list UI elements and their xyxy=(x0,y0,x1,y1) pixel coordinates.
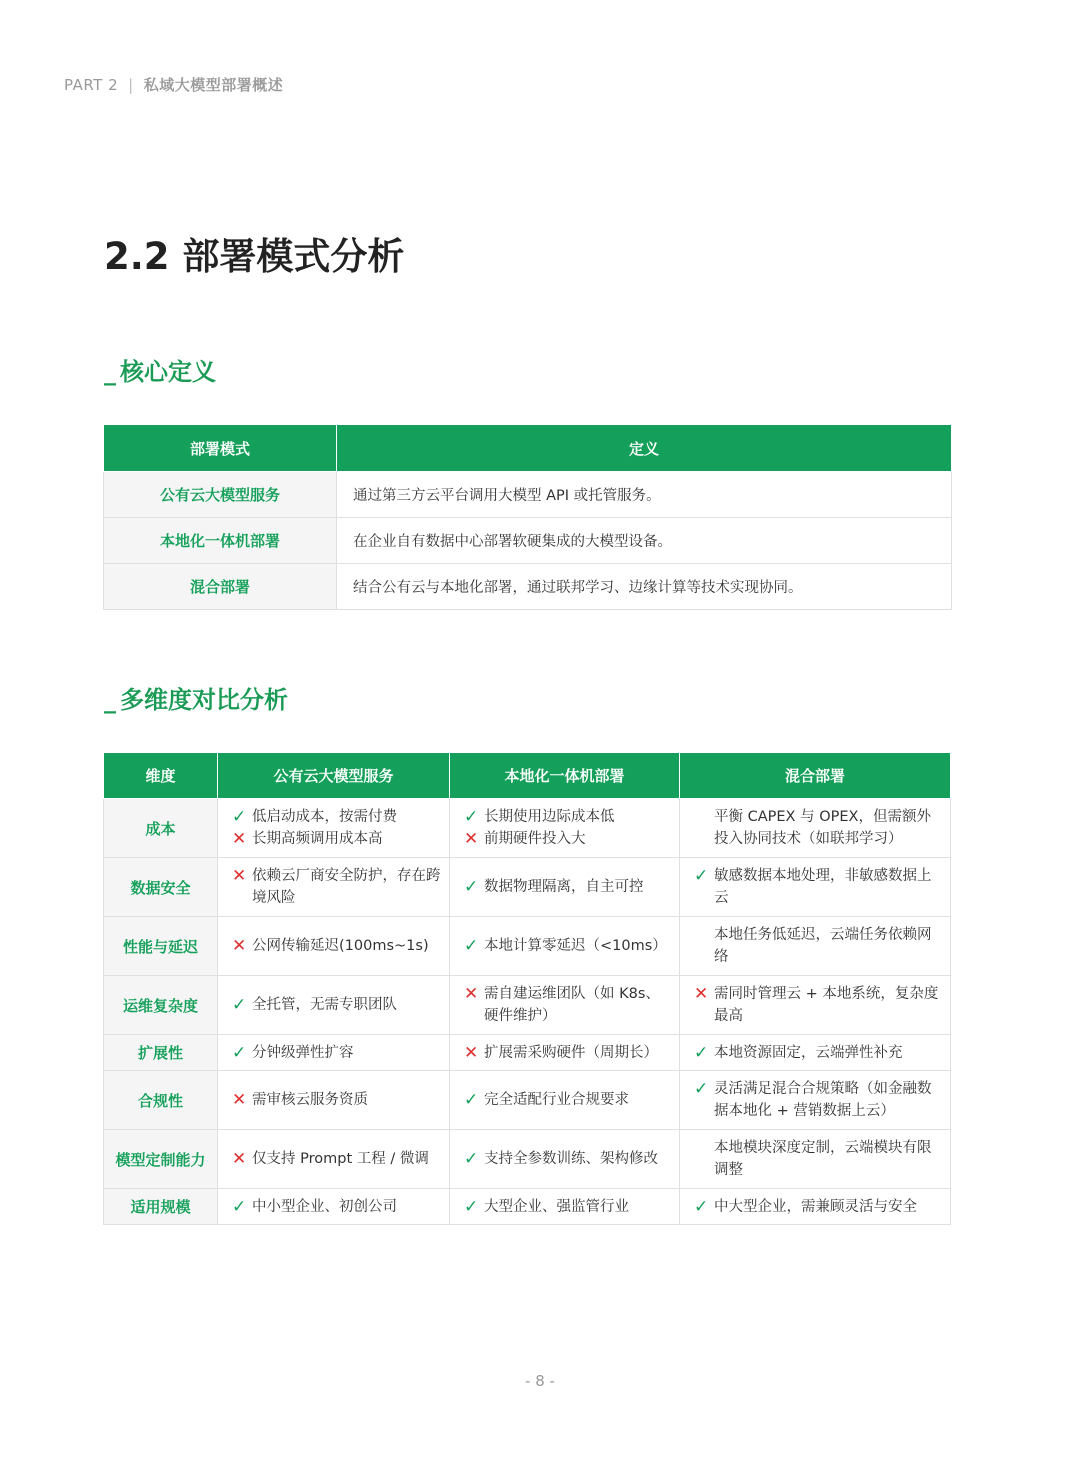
column-header: 部署模式 xyxy=(104,425,337,472)
comparison-cell xyxy=(680,858,951,917)
dimension-cell: 成本 xyxy=(104,799,218,858)
cell-line xyxy=(694,1196,942,1218)
cell-text: 本地计算零延迟（<10ms） xyxy=(484,938,667,954)
cell-line xyxy=(232,1089,441,1111)
dimension-cell: 适用规模 xyxy=(104,1189,218,1225)
cell-line xyxy=(464,1148,671,1170)
definition-cell: 在企业自有数据中心部署软硬集成的大模型设备。 xyxy=(337,518,952,564)
cell-text: 本地任务低延迟，云端任务依赖网络 xyxy=(714,927,932,965)
comparison-cell xyxy=(680,976,951,1035)
page-title: 2.2 部署模式分析 xyxy=(104,235,405,278)
comparison-cell xyxy=(680,1071,951,1130)
cross-icon: ✕ xyxy=(232,1149,247,1169)
cell-text: 中大型企业，需兼顾灵活与安全 xyxy=(714,1198,917,1215)
definitions-table xyxy=(103,424,952,610)
comparison-cell xyxy=(218,858,450,917)
comparison-cell xyxy=(218,976,450,1035)
cell-line xyxy=(694,924,942,968)
comparison-cell xyxy=(218,1189,450,1225)
cell-text: 低启动成本，按需付费 xyxy=(252,809,397,825)
page-number: - 8 - xyxy=(525,1372,555,1390)
check-icon: ✓ xyxy=(464,877,479,897)
column-header: 本地化一体机部署 xyxy=(450,753,680,799)
cell-line xyxy=(232,828,441,850)
comparison-cell xyxy=(450,1130,680,1189)
cell-line xyxy=(464,983,671,1027)
cell-line xyxy=(232,1196,441,1218)
cell-line xyxy=(464,828,671,850)
cell-text: 长期使用边际成本低 xyxy=(484,809,615,825)
cell-text: 平衡 CAPEX 与 OPEX，但需额外投入协同技术（如联邦学习） xyxy=(714,809,931,847)
cell-line xyxy=(464,1042,671,1064)
comparison-cell xyxy=(218,1035,450,1071)
comparison-cell xyxy=(450,858,680,917)
comparison-cell xyxy=(218,917,450,976)
comparison-cell xyxy=(680,1035,951,1071)
check-icon: ✓ xyxy=(694,1079,709,1099)
mode-cell: 本地化一体机部署 xyxy=(104,518,337,564)
cross-icon: ✕ xyxy=(464,1042,479,1063)
check-icon: ✓ xyxy=(464,807,479,827)
comparison-cell xyxy=(450,799,680,858)
table-row xyxy=(104,472,952,518)
cell-text: 前期硬件投入大 xyxy=(484,831,586,847)
dimension-cell: 运维复杂度 xyxy=(104,976,218,1035)
comparison-table xyxy=(103,752,951,1225)
cell-text: 全托管，无需专职团队 xyxy=(252,997,397,1013)
check-icon: ✓ xyxy=(464,1196,479,1217)
cell-text: 仅支持 Prompt 工程 / 微调 xyxy=(252,1151,429,1167)
dimension-cell: 性能与延迟 xyxy=(104,917,218,976)
cell-text: 数据物理隔离，自主可控 xyxy=(484,879,644,895)
cell-line xyxy=(464,935,671,957)
cell-line xyxy=(232,806,441,828)
table-row xyxy=(104,1035,951,1071)
cell-line xyxy=(694,983,942,1027)
header-separator: | xyxy=(128,75,134,94)
definition-cell: 通过第三方云平台调用大模型 API 或托管服务。 xyxy=(337,472,952,518)
comparison-cell xyxy=(680,799,951,858)
comparison-cell xyxy=(218,1130,450,1189)
cell-line xyxy=(464,1089,671,1111)
cell-text: 分钟级弹性扩容 xyxy=(252,1044,354,1061)
table-row xyxy=(104,917,951,976)
table-row xyxy=(104,1071,951,1130)
check-icon: ✓ xyxy=(232,807,247,827)
cell-text: 中小型企业、初创公司 xyxy=(252,1198,397,1215)
cell-line xyxy=(694,1078,942,1122)
page-header xyxy=(64,74,283,95)
header-subtitle: 私域大模型部署概述 xyxy=(143,76,284,94)
table-row xyxy=(104,976,951,1035)
cross-icon: ✕ xyxy=(232,866,247,886)
table-row xyxy=(104,1130,951,1189)
check-icon: ✓ xyxy=(464,1090,479,1110)
cell-line xyxy=(232,935,441,957)
cell-line xyxy=(464,806,671,828)
column-header: 定义 xyxy=(337,425,952,472)
table-row xyxy=(104,518,952,564)
check-icon: ✓ xyxy=(464,936,479,956)
check-icon: ✓ xyxy=(694,1196,709,1217)
table-row xyxy=(104,564,952,610)
cross-icon: ✕ xyxy=(232,829,247,849)
comparison-cell xyxy=(450,1035,680,1071)
cell-line xyxy=(232,1042,441,1064)
cell-line xyxy=(232,1148,441,1170)
mode-cell: 公有云大模型服务 xyxy=(104,472,337,518)
table-row xyxy=(104,858,951,917)
table-row xyxy=(104,1189,951,1225)
cross-icon: ✕ xyxy=(232,1090,247,1110)
section-title-definitions: _ 核心定义 xyxy=(104,358,216,386)
cell-line xyxy=(464,876,671,898)
cell-line xyxy=(232,865,441,909)
section-title-comparison: _ 多维度对比分析 xyxy=(104,686,288,714)
cross-icon: ✕ xyxy=(232,936,247,956)
cell-text: 公网传输延迟(100ms~1s) xyxy=(252,938,429,954)
cell-line xyxy=(464,1196,671,1218)
cell-text: 需同时管理云 + 本地系统，复杂度最高 xyxy=(714,986,939,1024)
cell-text: 本地模块深度定制，云端模块有限调整 xyxy=(714,1140,932,1178)
cross-icon: ✕ xyxy=(464,829,479,849)
check-icon: ✓ xyxy=(232,1042,247,1063)
cell-text: 依赖云厂商安全防护，存在跨境风险 xyxy=(252,868,441,906)
section1-title-text: 核心定义 xyxy=(120,358,216,386)
cell-text: 敏感数据本地处理，非敏感数据上云 xyxy=(714,868,932,906)
dimension-cell: 数据安全 xyxy=(104,858,218,917)
cell-text: 支持全参数训练、架构修改 xyxy=(484,1151,658,1167)
comparison-cell xyxy=(680,917,951,976)
cell-line xyxy=(694,865,942,909)
table-row xyxy=(104,799,951,858)
column-header: 公有云大模型服务 xyxy=(218,753,450,799)
comparison-cell xyxy=(450,976,680,1035)
cell-text: 需自建运维团队（如 K8s、硬件维护） xyxy=(484,986,660,1024)
cell-line xyxy=(232,994,441,1016)
cell-text: 长期高频调用成本高 xyxy=(252,831,383,847)
check-icon: ✓ xyxy=(232,1196,247,1217)
cell-text: 本地资源固定，云端弹性补充 xyxy=(714,1044,903,1061)
comparison-cell xyxy=(218,799,450,858)
comparison-cell xyxy=(218,1071,450,1130)
section2-title-text: 多维度对比分析 xyxy=(120,686,288,714)
definition-cell: 结合公有云与本地化部署，通过联邦学习、边缘计算等技术实现协同。 xyxy=(337,564,952,610)
check-icon: ✓ xyxy=(694,866,709,886)
cell-text: 大型企业、强监管行业 xyxy=(484,1198,629,1215)
cell-text: 完全适配行业合规要求 xyxy=(484,1092,629,1108)
check-icon: ✓ xyxy=(232,995,247,1015)
cross-icon: ✕ xyxy=(464,984,479,1004)
column-header: 混合部署 xyxy=(680,753,951,799)
mode-cell: 混合部署 xyxy=(104,564,337,610)
check-icon: ✓ xyxy=(464,1149,479,1169)
comparison-cell xyxy=(680,1189,951,1225)
dimension-cell: 模型定制能力 xyxy=(104,1130,218,1189)
dimension-cell: 合规性 xyxy=(104,1071,218,1130)
cell-text: 扩展需采购硬件（周期长） xyxy=(484,1044,658,1061)
part-label: PART 2 xyxy=(64,75,119,94)
column-header: 维度 xyxy=(104,753,218,799)
cross-icon: ✕ xyxy=(694,984,709,1004)
comparison-cell xyxy=(450,1071,680,1130)
dimension-cell: 扩展性 xyxy=(104,1035,218,1071)
cell-line xyxy=(694,1137,942,1181)
check-icon: ✓ xyxy=(694,1042,709,1063)
comparison-cell xyxy=(450,917,680,976)
comparison-cell xyxy=(680,1130,951,1189)
cell-line xyxy=(694,806,942,850)
cell-line xyxy=(694,1042,942,1064)
comparison-cell xyxy=(450,1189,680,1225)
cell-text: 灵活满足混合合规策略（如金融数据本地化 + 营销数据上云） xyxy=(714,1081,932,1119)
cell-text: 需审核云服务资质 xyxy=(252,1092,368,1108)
